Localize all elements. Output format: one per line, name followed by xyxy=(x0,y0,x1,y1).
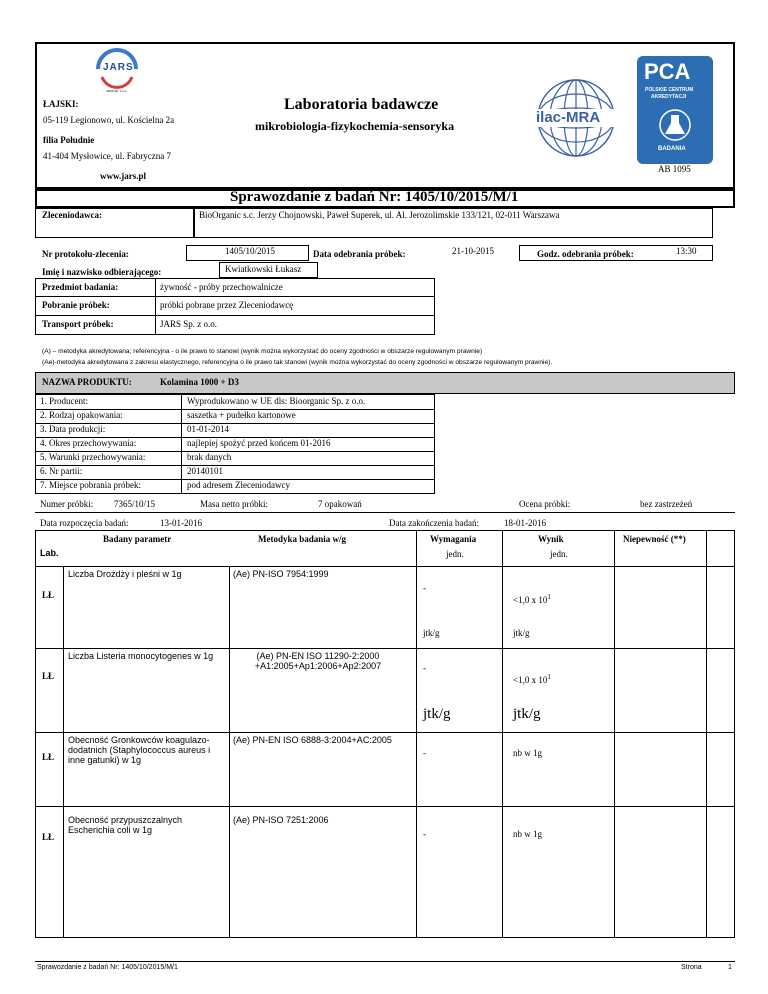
header-result: Wynik xyxy=(538,534,564,544)
protocol-label: Nr protokołu-zlecenia: xyxy=(42,249,129,259)
note-line2: (Ae)-metodyka akredytowana z zakresu elastycznego, referencyjna o ile prawo tak stanowi (wynik można wykorzystać do oceny zgodności w obszarze regulowanym prawnie). xyxy=(42,359,553,366)
header-parameter: Badany parametr xyxy=(103,534,172,544)
header-lab: Lab. xyxy=(40,548,59,558)
row1-result xyxy=(513,593,551,605)
product-detail-value: saszetka + pudełko kartonowe xyxy=(187,410,296,420)
row1-parameter: Liczba Drożdży i pleśni w 1g xyxy=(68,569,182,579)
receiver-value: Kwiatkowski Łukasz xyxy=(225,264,302,274)
row4-requirement: - xyxy=(423,829,426,839)
subject-label: Przedmiot badania: xyxy=(42,282,119,292)
lab-title: Laboratoria badawcze xyxy=(284,96,439,113)
lab-subtitle: mikrobiologia-fizykochemia-sensoryka xyxy=(255,119,455,133)
branch-sub-address: 41-404 Mysłowice, ul. Fabryczna 7 xyxy=(43,151,171,161)
header-requirement: Wymagania xyxy=(430,534,477,544)
ilac-text: ilac-MRA xyxy=(536,109,601,126)
row1-result-value: <1,0 x 10 xyxy=(513,595,548,605)
row1-res-unit: jtk/g xyxy=(513,628,530,638)
row2-result xyxy=(513,673,551,685)
branch-main-label: ŁAJSKI: xyxy=(43,99,79,109)
footer-left: Sprawozdanie z badań Nr: 1405/10/2015/M/1 xyxy=(37,964,178,971)
product-detail-value: brak danych xyxy=(187,452,232,462)
start-date-value: 13-01-2016 xyxy=(160,518,202,528)
evaluation-label: Ocena próbki: xyxy=(519,499,571,509)
product-detail-value: 20140101 xyxy=(187,466,223,476)
sampling-value: próbki pobrane przez Zleceniodawcę xyxy=(160,300,294,310)
receipt-time-value: 13:30 xyxy=(676,246,697,256)
report-title: Sprawozdanie z badań Nr: 1405/10/2015/M/1 xyxy=(230,189,519,205)
product-name-label: NAZWA PRODUKTU: xyxy=(42,377,132,387)
row4-result: nb w 1g xyxy=(513,829,542,839)
row2-req-unit: jtk/g xyxy=(423,706,451,722)
product-detail-value: 01-01-2014 xyxy=(187,424,229,434)
receiver-label: Imię i nazwisko odbierającego: xyxy=(42,267,162,277)
row1-requirement: - xyxy=(423,583,426,593)
header-uncertainty: Niepewność (**) xyxy=(623,534,686,544)
start-date-label: Data rozpoczęcia badań: xyxy=(40,518,129,528)
row3-method: (Ae) PN-EN ISO 6888-3:2004+AC:2005 xyxy=(233,735,392,745)
row2-method: (Ae) PN-EN ISO 11290-2:2000 +A1:2005+Ap1:2006+Ap2:2007 xyxy=(254,651,382,671)
header-method: Metodyka badania w/g xyxy=(258,534,347,544)
receipt-date-label: Data odebrania próbek: xyxy=(313,249,406,259)
note-line1: (A) – metodyka akredytowana; referencyjna - o ile prawo to stanowi (wynik można wykorzystać do oceny zgodności w obszarze regulowanym prawnie) xyxy=(42,348,483,355)
flask-icon xyxy=(655,108,695,142)
footer-page-no: 1 xyxy=(728,964,732,971)
row3-lab: LŁ xyxy=(42,752,55,762)
client-value: BioOrganic s.c. Jerzy Chojnowski, Paweł Superek, ul. Al. Jerozolimskie 133/121, 02-011 Warszawa xyxy=(199,210,560,220)
pca-logo xyxy=(637,56,713,164)
jars-logo-subtext: JARS Sp. z o.o. xyxy=(106,89,128,93)
end-date-label: Data zakończenia badań: xyxy=(389,518,479,528)
receipt-time-label: Godz. odebrania próbek: xyxy=(537,249,634,259)
footer-page-label: Strona xyxy=(681,964,702,971)
row1-result-exp: 1 xyxy=(547,593,551,601)
row2-parameter: Liczba Listeria monocytogenes w 1g xyxy=(68,651,214,661)
product-detail-value: Wyprodukowano w UE dls: Bioorganic Sp. z o.o. xyxy=(187,396,366,406)
header-req-unit: jedn. xyxy=(446,549,464,559)
product-detail-label: 6. Nr partii: xyxy=(40,466,83,476)
product-detail-label: 7. Miejsce pobrania próbek: xyxy=(40,480,141,490)
row4-method: (Ae) PN-ISO 7251:2006 xyxy=(233,815,329,825)
product-detail-label: 5. Warunki przechowywania: xyxy=(40,452,146,462)
product-detail-label: 2. Rodzaj opakowania: xyxy=(40,410,123,420)
product-name-box xyxy=(35,372,735,394)
branch-main-address: 05-119 Legionowo, ul. Kościelna 2a xyxy=(43,115,175,125)
row1-req-unit: jtk/g xyxy=(423,628,440,638)
product-detail-value: pod adresem Zleceniodawcy xyxy=(187,480,290,490)
branch-sub-label: filia Południe xyxy=(43,135,95,145)
pca-text: PCA xyxy=(644,59,691,84)
sampling-label: Pobranie próbek: xyxy=(42,300,110,310)
sample-no-value: 7365/10/15 xyxy=(114,499,156,509)
product-name-value: Kolamina 1000 + D3 xyxy=(160,377,239,387)
product-detail-label: 4. Okres przechowywania: xyxy=(40,438,137,448)
client-label: Zleceniodawca: xyxy=(42,210,102,220)
row2-res-unit: jtk/g xyxy=(513,706,541,722)
evaluation-value: bez zastrzeżeń xyxy=(640,499,693,509)
ilac-mra-logo xyxy=(530,75,622,161)
subject-value: żywność - próby przechowalnicze xyxy=(160,282,283,292)
product-detail-label: 3. Data produkcji: xyxy=(40,424,106,434)
row3-result: nb w 1g xyxy=(513,748,542,758)
net-mass-label: Masa netto próbki: xyxy=(200,499,268,509)
row2-result-exp: 1 xyxy=(547,673,551,681)
row1-method: (Ae) PN-ISO 7954:1999 xyxy=(233,569,329,579)
row1-lab: LŁ xyxy=(42,590,55,600)
row2-lab: LŁ xyxy=(42,671,55,681)
pca-line2: AKREDYTACJI xyxy=(651,94,687,100)
transport-value: JARS Sp. z o.o. xyxy=(160,319,218,329)
pca-line1: POLSKIE CENTRUM xyxy=(645,87,694,93)
accreditation-no: AB 1095 xyxy=(658,164,691,174)
product-detail-value: najlepiej spożyć przed końcem 01-2016 xyxy=(187,438,331,448)
jars-logo xyxy=(92,45,142,97)
receipt-date-value: 21-10-2015 xyxy=(452,246,494,256)
header-res-unit: jedn. xyxy=(550,549,568,559)
pca-badania: BADANIA xyxy=(658,146,686,152)
sample-no-label: Numer próbki: xyxy=(40,499,94,509)
row2-result-value: <1,0 x 10 xyxy=(513,675,548,685)
jars-logo-text: JARS xyxy=(103,62,134,73)
row3-requirement: - xyxy=(423,748,426,758)
net-mass-value: 7 opakowań xyxy=(318,499,362,509)
website: www.jars.pl xyxy=(100,171,147,181)
row2-requirement: - xyxy=(423,663,426,673)
row4-parameter: Obecność przypuszczalnych Escherichia coli w 1g xyxy=(68,815,183,835)
product-detail-label: 1. Producent: xyxy=(40,396,88,406)
end-date-value: 18-01-2016 xyxy=(504,518,546,528)
row4-lab: LŁ xyxy=(42,832,55,842)
transport-label: Transport próbek: xyxy=(42,319,114,329)
protocol-value: 1405/10/2015 xyxy=(225,246,276,256)
row3-parameter: Obecność Gronkowców koagulazo-dodatnich (Staphylococcus aureus i inne gatunki) w 1g xyxy=(68,735,211,765)
results-table xyxy=(35,530,735,938)
